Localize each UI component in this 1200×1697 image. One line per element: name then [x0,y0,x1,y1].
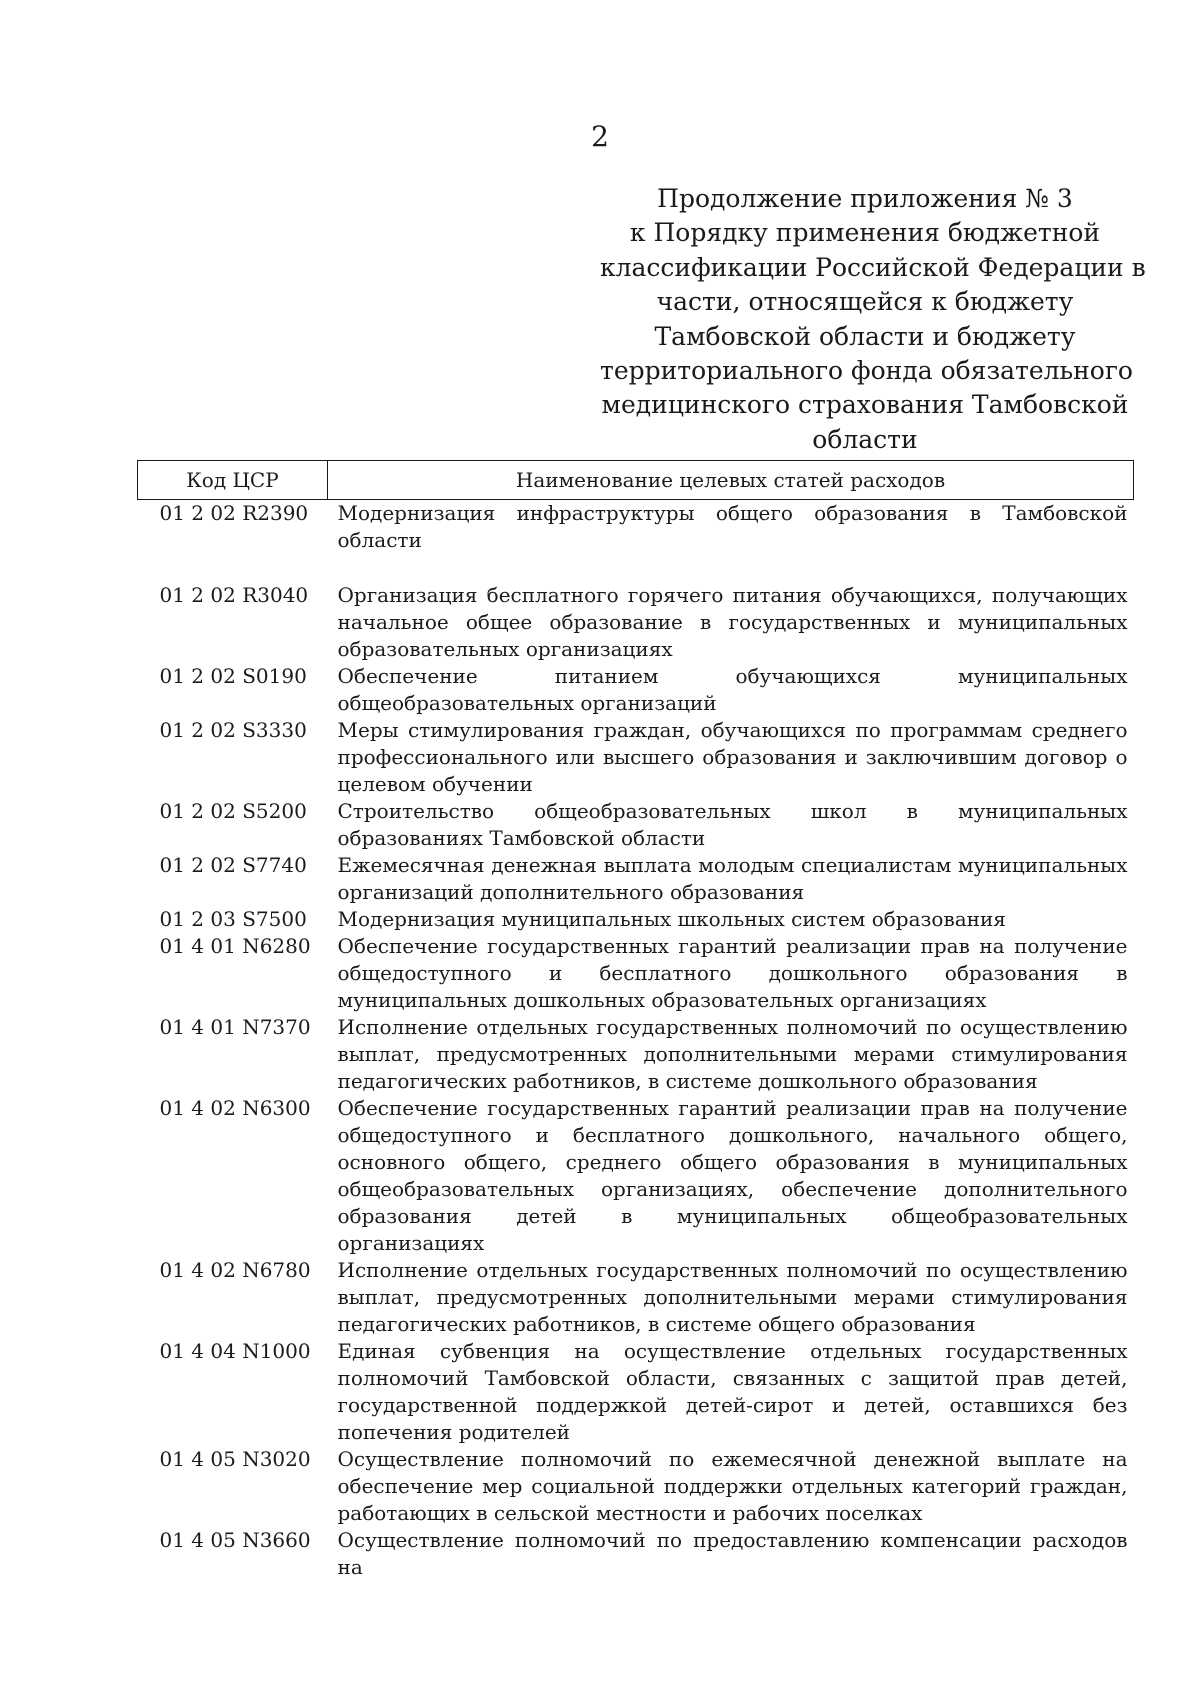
row-name: Организация бесплатного горячего питания обучающихся, получающих начальное общее образование в государственных и муниципальных образовательных организациях [337,583,1128,661]
row-code: 01 2 02 R3040 [159,583,309,607]
table-row [138,906,1134,933]
table-row [138,717,1134,798]
row-name: Исполнение отдельных государственных полномочий по осуществлению выплат, предусмотренных дополнительными мерами стимулирования педагогических работников, в системе дошкольного образования [337,1015,1128,1093]
appendix-header-line: Тамбовской области и бюджету [654,321,1076,351]
row-code: 01 4 05 N3660 [159,1528,311,1552]
table-row [138,500,1134,583]
row-name: Исполнение отдельных государственных полномочий по осуществлению выплат, предусмотренных дополнительными мерами стимулирования педагогических работников, в системе общего образования [337,1258,1128,1336]
row-code: 01 2 02 S5200 [159,799,307,823]
row-name: Единая субвенция на осуществление отдельных государственных полномочий Тамбовской области, связанных с защитой прав детей, государственной поддержкой детей-сирот и детей, оставшихся без попечения родителей [337,1339,1128,1444]
row-code: 01 2 03 S7500 [159,907,307,931]
appendix-header-line: Продолжение приложения № 3 [657,184,1073,213]
row-name: Строительство общеобразовательных школ в муниципальных образованиях Тамбовской области [337,799,1128,850]
row-name: Модернизация муниципальных школьных систем образования [337,907,1006,931]
appendix-header-line: области [812,424,918,454]
table-row [138,1527,1134,1581]
row-code: 01 4 02 N6300 [159,1096,311,1120]
appendix-header-line: классификации Российской Федерации в [600,252,1146,282]
row-code: 01 4 04 N1000 [159,1339,311,1363]
table-row [138,933,1134,1014]
row-name: Обеспечение государственных гарантий реализации прав на получение общедоступного и бесплатного дошкольного образования в муниципальных дошкольных образовательных организациях [337,934,1128,1012]
table-row [138,1257,1134,1338]
row-name: Осуществление полномочий по ежемесячной денежной выплате на обеспечение мер социальной поддержки отдельных категорий граждан, работающих в сельской местности и рабочих поселках [337,1447,1128,1525]
appendix-header-line: медицинского страхования Тамбовской [601,390,1129,420]
budget-classification-table [137,460,1134,1581]
table-row [138,1014,1134,1095]
column-header-code: Код ЦСР [138,461,328,500]
table-row [138,582,1134,663]
appendix-header-line: части, относящейся к бюджету [656,287,1074,317]
row-name: Осуществление полномочий по предоставлению компенсации расходов на [337,1528,1128,1579]
row-code: 01 2 02 S7740 [159,853,307,877]
table-row [138,1095,1134,1257]
column-header-name: Наименование целевых статей расходов [328,461,1134,500]
table-row [138,663,1134,717]
row-code: 01 4 02 N6780 [159,1258,311,1282]
row-name: Меры стимулирования граждан, обучающихся по программам среднего профессионального или высшего образования и заключившим договор о целевом обучении [337,718,1128,796]
row-name: Обеспечение государственных гарантий реализации прав на получение общедоступного и бесплатного дошкольного, начального общего, основного общего, среднего общего образования в муниципальных общеобразовательных организациях, обеспечение дополнительного образования детей в муниципальных общеобразовательных организациях [337,1096,1128,1255]
row-code: 01 2 02 R2390 [159,501,309,525]
table-row [138,1446,1134,1527]
appendix-header-line: территориального фонда обязательного [600,356,1133,386]
row-name: Ежемесячная денежная выплата молодым специалистам муниципальных организаций дополнительного образования [337,853,1128,904]
row-code: 01 4 01 N7370 [159,1015,311,1039]
row-name: Обеспечение питанием обучающихся муниципальных общеобразовательных организаций [337,664,1128,715]
appendix-header-line: к Порядку применения бюджетной [629,218,1101,248]
page-number: 2 [591,120,609,153]
table-header-row [138,461,1134,500]
table-row [138,1338,1134,1446]
table-row [138,852,1134,906]
appendix-header [600,182,1146,457]
row-code: 01 4 01 N6280 [159,934,311,958]
row-code: 01 2 02 S0190 [159,664,307,688]
row-code: 01 2 02 S3330 [159,718,307,742]
row-code: 01 4 05 N3020 [159,1447,311,1471]
row-name: Модернизация инфраструктуры общего образования в Тамбовской области [337,501,1128,552]
table-row [138,798,1134,852]
